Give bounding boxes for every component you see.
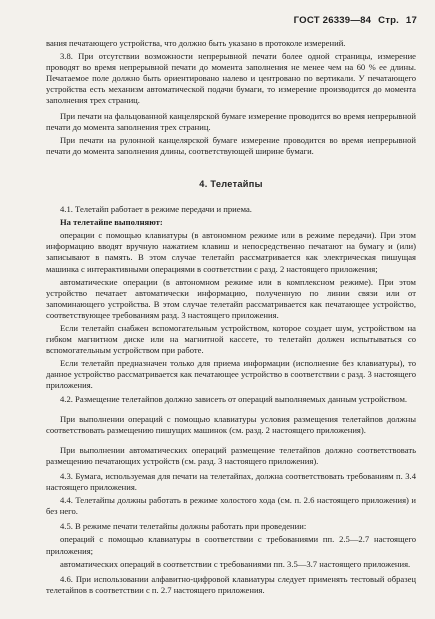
paragraph: 4.1. Телетайп работает в режиме передачи и приема. — [60, 204, 252, 215]
paragraph: автоматических операций в соответствии с требованиями пп. 3.5—3.7 настоящего приложения. — [60, 558, 411, 569]
paragraph: 4.3. Бумага, используемая для печати на телетайпах, должна соответствовать требованиям п. 3.4 настоящего приложения. — [46, 471, 416, 493]
paragraph: При печати на фальцованной канцелярской бумаге измерение проводится во время непрерывной печати до момента заполнения трех страниц. — [46, 110, 416, 132]
paragraph: операции с помощью клавиатуры (в автономном режиме или в режиме передачи). При этом информацию вводят вручную нажатием клавиш и непосредственно печатают на бумагу и (или) записывают в память. В этом случае телетайп рассматривается как электрическая пишущая машинка с интерактивными операциями в соответствии с разд. 2 настоящего приложения; — [46, 230, 416, 274]
paragraph: автоматические операции (в автономном режиме или в комплексном режиме). При этом устройство печатает автоматически информацию, полученную по линии связи или от запоминающего устройства. В этом случае телетайп рассматривается как печатающее устройство, соответствующее требованиям разд. 3 настоящего приложения. — [46, 276, 416, 320]
page-label: Стр. — [378, 15, 400, 26]
page-header — [290, 15, 417, 26]
paragraph: операций с помощью клавиатуры в соответствии с требованиями пп. 2.5—2.7 настоящего приложения; — [46, 534, 416, 556]
paragraph: 3.8. При отсутствии возможности непрерывной печати более одной страницы, измерение проводят во время непрерывной печати до момента заполнения не менее чем на 60 % ее длины. Печатаемое поле должно быть ориентировано налево и центровано по вертикали. У печатающего устройства есть механизм автоматической подачи бумаги, то измерение производится до момента заполнения трех страниц. — [46, 51, 416, 106]
paragraph: 4.2. Размещение телетайпов должно зависеть от операций выполняемых данным устройством. — [60, 393, 408, 404]
paragraph: Если телетайп снабжен вспомогательным устройством, которое создает шум, устройством на гибком магнитном диске или на магнитной кассете, то телетайп должен испытываться со вспомогательным устройством при работе. — [46, 322, 416, 356]
document-body — [46, 38, 416, 598]
paragraph: вания печатающего устройства, что должно быть указано в протоколе измерений. — [46, 38, 346, 48]
page-number: 17 — [405, 15, 417, 26]
paragraph: 4.5. В режиме печати телетайпы должны работать при проведении: — [60, 521, 307, 532]
paragraph: Если телетайп предназначен только для приема информации (исполнение без клавиатуры), то данное устройство рассматривается как печатающее устройство в соответствии с разд. 3 настоящего приложения. — [46, 358, 416, 391]
paragraph: При выполнении операций с помощью клавиатуры условия размещения телетайпов должны соответствовать размещению пишущих машинок (см. разд. 2 настоящего приложения). — [46, 413, 416, 435]
section-title: 4. Телетайпы — [199, 178, 263, 189]
paragraph: При выполнении автоматических операций размещение телетайпов должно соответствовать размещению печатающих устройств (см. разд. 3 настоящего приложения). — [46, 444, 416, 466]
paragraph: 4.6. При использовании алфавитно-цифровой клавиатуры следует применять тестовый образец телетайпов в соответствии с п. 2.7 настоящего приложения. — [46, 573, 416, 595]
paragraph: На телетайпе выполняют: — [60, 217, 163, 228]
paragraph: 4.4. Телетайпы должны работать в режиме холостого хода (см. п. 2.6 настоящего приложения) и без него. — [46, 495, 416, 517]
gost-number: ГОСТ 26339—84 — [293, 15, 372, 26]
paragraph: При печати на рулонной канцелярской бумаге измерение проводится во время непрерывной печати до момента заполнения длины, соответствующей ширине бумаги. — [46, 134, 416, 156]
